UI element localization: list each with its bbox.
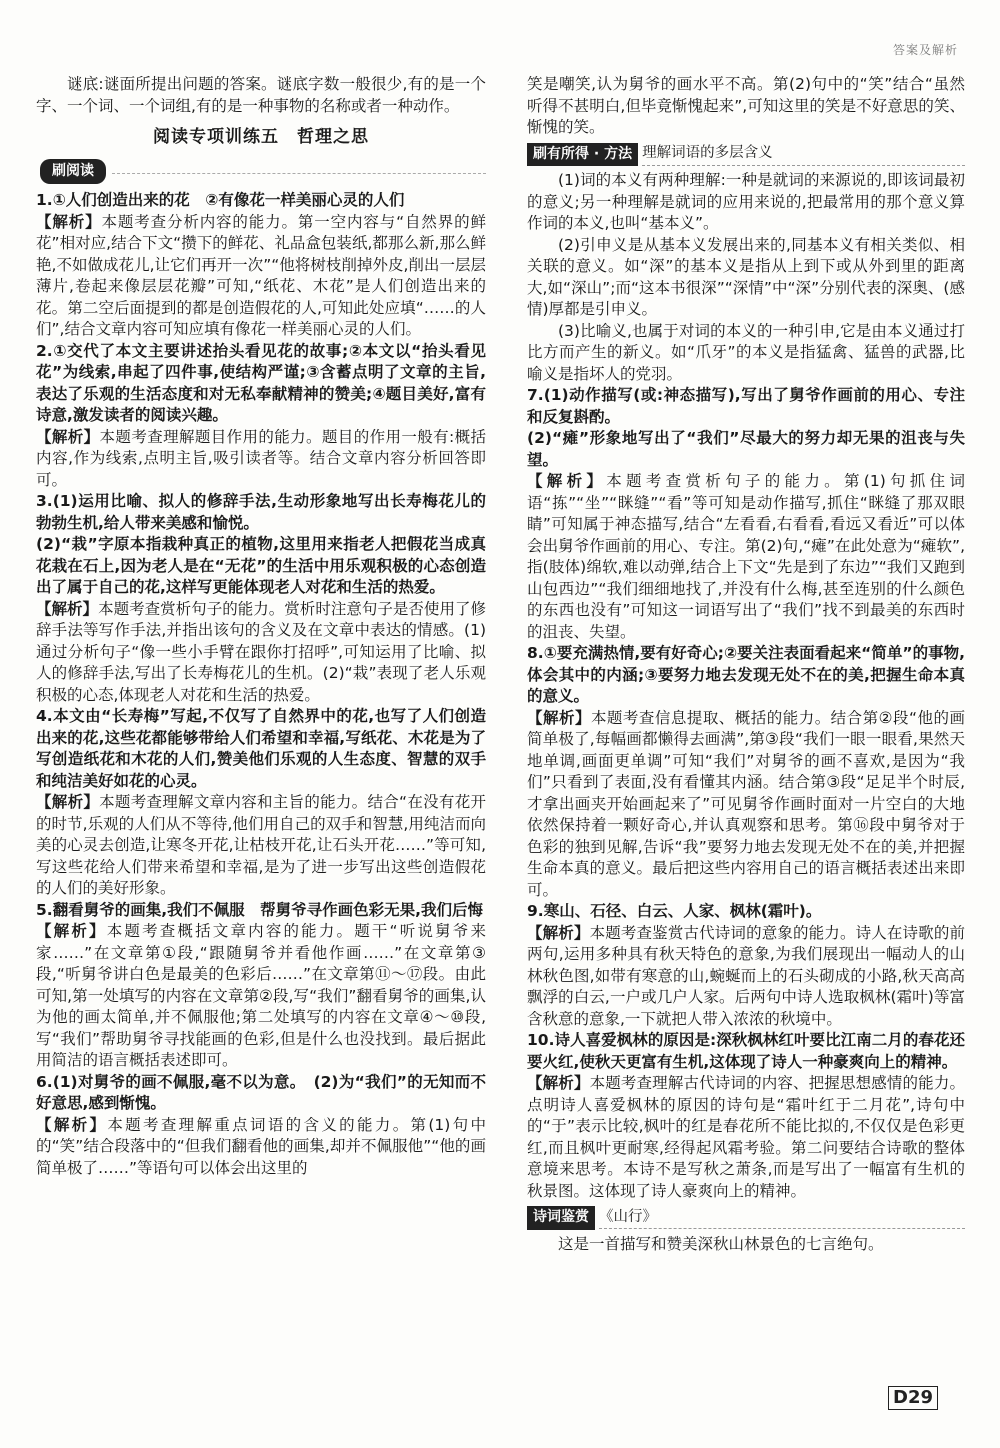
question-9 — [527, 901, 965, 1030]
question-5 — [36, 900, 486, 1072]
q7-label: 【解析】 — [527, 472, 607, 490]
poem-tag: 诗词鉴赏 — [527, 1206, 595, 1230]
badge-divider — [112, 173, 486, 174]
q6-analysis: 本题考查理解重点词语的含义的能力。第(1)句中的“笑”结合段落中的“但我们翻看他的画集,却并不佩服他”“他的画简单极了……”等语句可以体会出这里的 — [36, 1115, 486, 1177]
q1-num: 1. — [36, 191, 53, 209]
question-1 — [36, 190, 486, 341]
q2-analysis: 本题考查理解题目作用的能力。题目的作用一般有:概括内容,作为线索,点明主旨,吸引读者等。结合文章内容分析回答即可。 — [36, 427, 486, 489]
poem-box — [527, 1206, 965, 1255]
q1-answer: ①人们创造出来的花 ②有像花一样美丽心灵的人们 — [52, 191, 405, 209]
right-column — [527, 74, 965, 1255]
q8-answer: ①要充满热情,要有好奇心;②要关注表面看起来“简单”的事物,体会其中的内涵;③要努力地去发现无处不在的美,把握生命本真的意义。 — [527, 644, 965, 705]
question-3 — [36, 491, 486, 706]
q6-num: 6. — [36, 1072, 53, 1091]
method-tag: 刷有所得 · 方法 — [527, 143, 638, 167]
q7-analysis: 本题考查赏析句子的能力。第(1)句抓住词语“拣”“坐”“眯缝”“看”等可知是动作描写,抓住“眯缝了那双眼睛”可知属于神态描写,结合“左看看,右看看,看远又看近”可以体会出舅爷作画前的用心、专注。第(2)句,“瘫”在此处意为“瘫软”,指(肢体)绵软,难以动弹,结合上下文“先是到了东边”“我们又跑到山包西边”“我们细细地找了,并没有什么梅,甚至连别的什么颜色的东西也没有”可知这一词语写出了“我们”找不到最美的东西时的沮丧、失望。 — [527, 472, 965, 641]
question-10 — [527, 1030, 965, 1202]
q6-answer: (1)对舅爷的画不佩服,毫不以为意。 (2)为“我们”的无知而不好意思,感到惭愧。 — [36, 1072, 486, 1112]
q6-label: 【解析】 — [36, 1115, 108, 1134]
intro-paragraph: 谜底:谜面所提出问题的答案。谜底字数一般很少,有的是一个字、一个词、一个词组,有的是一种事物的名称或者一种动作。 — [36, 75, 486, 115]
q5-label: 【解析】 — [36, 922, 107, 940]
q3-answer-2: (2)“栽”字原本指栽种真正的植物,这里用来指老人把假花当成真花栽在石上,因为老人是在“无花”的生活中用乐观积极的心态创造出了属于自己的花,这样写更能体现老人对花和生活的热爱。 — [36, 535, 486, 596]
poem-header — [527, 1206, 965, 1230]
q5-num: 5. — [36, 900, 53, 919]
question-4 — [36, 706, 486, 900]
poem-title: 《山行》 — [599, 1207, 965, 1230]
q10-label: 【解析】 — [527, 1074, 590, 1092]
q6-analysis-continued: 笑是嘲笑,认为舅爷的画水平不高。第(2)句中的“笑”结合“虽然听得不甚明白,但毕竟惭愧起来”,可知这里的笑是不好意思的笑、惭愧的笑。 — [527, 75, 965, 136]
q10-num: 10. — [527, 1031, 555, 1049]
method-title: 理解词语的多层含义 — [642, 143, 965, 166]
q9-num: 9. — [527, 902, 544, 920]
q10-analysis: 本题考查理解古代诗词的内容、把握思想感情的能力。点明诗人喜爱枫林的原因的诗句是“霜叶红于二月花”,诗句中的“于”表示比较,枫叶的红是春花所不能比拟的,不仅仅是色彩更红,而且枫叶更耐寒,经得起风霜考验。第二问要结合诗歌的整体意境来思考。本诗不是写秋之萧条,而是写出了一幅富有生机的秋景图。这体现了诗人豪爽向上的精神。 — [527, 1074, 965, 1200]
q1-label: 【解析】 — [36, 212, 102, 231]
q5-analysis: 本题考查概括文章内容的能力。题干“听说舅爷来家……”在文章第①段,“跟随舅爷并看他作画……”在文章第③段,“听舅爷讲白色是最美的色彩后……”在文章第⑪～⑰段。由此可知,第一处填写的内容在文章第②段,写“我们”翻看舅爷的画集,认为他的画太简单,并不佩服他;第二处填写的内容在文章④～⑩段,写“我们”帮助舅爷寻找能画的色彩,但是什么也没找到。最后据此用简洁的语言概括表述即可。 — [36, 922, 486, 1069]
q8-num: 8. — [527, 644, 544, 662]
read-badge: 刷阅读 — [40, 159, 106, 185]
page-number: D29 — [888, 1386, 938, 1410]
q4-answer: 本文由“长寿梅”写起,不仅写了自然界中的花,也写了人们创造出来的花,这些花都能够带给人们希望和幸福,写纸花、木花是为了写创造纸花和木花的人们,赞美他们乐观的人生态度、智慧的双手和纯洁美好如花的心灵。 — [36, 707, 486, 790]
section-title: 阅读专项训练五 哲理之思 — [153, 127, 369, 147]
q2-answer: ①交代了本文主要讲述抬头看见花的故事;②本文以“抬头看见花”为线索,串起了四件事,使结构严谨;③含蓄点明了文章的主旨,表达了乐观的生活态度和对无私奉献精神的赞美;④题目美好,富有诗意,激发读者的阅读兴趣。 — [36, 341, 486, 424]
q3-answer-1: (1)运用比喻、拟人的修辞手法,生动形象地写出长寿梅花儿的勃勃生机,给人带来美感和愉悦。 — [36, 492, 486, 532]
q9-analysis: 本题考查鉴赏古代诗词的意象的能力。诗人在诗歌的前两句,运用多种具有秋天特色的意象,为我们展现出一幅动人的山林秋色图,如带有寒意的山,蜿蜒而上的石头砌成的小路,秋天高高飘浮的白云,一户或几户人家。后两句中诗人选取枫林(霜叶)等富含秋意的意象,一下就把人带入浓浓的秋境中。 — [527, 923, 965, 1028]
q7-answer-2: (2)“瘫”形象地写出了“我们”尽最大的努力却无果的沮丧与失望。 — [527, 429, 965, 469]
header-tag: 答案及解析 — [892, 43, 958, 57]
q1-analysis: 本题考查分析内容的能力。第一空内容与“自然界的鲜花”相对应,结合下文“攒下的鲜花、礼品盒包装纸,都那么新,那么鲜艳,不如做成花儿,让它们再开一次”“他将树枝削掉外皮,削出一层层薄片,卷起来像层层花瓣”可知,“纸花、木花”是人们创造出来的花。第二空后面提到的都是创造假花的人,可知此处应填“……的人们”,结合文章内容可知应填有像花一样美丽心灵的人们。 — [36, 212, 486, 338]
q8-analysis: 本题考查信息提取、概括的能力。结合第②段“他的画简单极了,每幅画都懒得去画满”,第③段“我们一眼一眼看,果然天地单调,画面更单调”可知“我们”对舅爷的画不喜欢,是因为“我们”只看到了表面,没有看懂其内涵。结合第③段“足足半个时辰,才拿出画夹开始画起来了”可见舅爷作画时面对一片空白的大地依然保持着一颗好奇心,并认真观察和思考。第⑯段中舅爷对于色彩的独到见解,告诉“我”要努力地去发现无处不在的美,并把握生命本真的意义。最后把这些内容用自己的语言概括表述出来即可。 — [527, 708, 965, 899]
q3-label: 【解析】 — [36, 599, 99, 618]
method-p3: (3)比喻义,也属于对词的本义的一种引申,它是由本义通过打比方而产生的新义。如“爪牙”的本义是指猛禽、猛兽的武器,比喻义是指坏人的党羽。 — [527, 321, 965, 383]
method-box — [527, 143, 965, 386]
question-6 — [36, 1072, 486, 1180]
question-2 — [36, 341, 486, 492]
left-column — [36, 74, 486, 1179]
q9-label: 【解析】 — [527, 923, 590, 942]
q9-answer: 寒山、石径、白云、人家、枫林(霜叶)。 — [543, 902, 822, 920]
q5-answer: 翻看舅爷的画集,我们不佩服 帮舅爷寻作画色彩无果,我们后悔 — [52, 900, 483, 919]
q4-label: 【解析】 — [36, 793, 100, 811]
method-header — [527, 143, 965, 167]
question-8 — [527, 643, 965, 901]
q3-num: 3. — [36, 492, 53, 510]
q2-label: 【解析】 — [36, 427, 100, 446]
q10-answer: 诗人喜爱枫林的原因是:深秋枫林红叶要比江南二月的春花还要火红,使秋天更富有生机,这体现了诗人一种豪爽向上的精神。 — [527, 1031, 965, 1071]
q2-num: 2. — [36, 341, 53, 360]
question-7 — [527, 385, 965, 643]
q4-num: 4. — [36, 707, 53, 725]
q4-analysis: 本题考查理解文章内容和主旨的能力。结合“在没有花开的时节,乐观的人们从不等待,他们用自己的双手和智慧,用纯洁而向美的心灵去创造,让寒冬开花,让枯枝开花,让石头开花……”等可知,写这些花给人们带来希望和幸福,是为了进一步写出这些创造假花的人们的美好形象。 — [36, 793, 486, 897]
poem-text: 这是一首描写和赞美深秋山林景色的七言绝句。 — [558, 1234, 884, 1253]
badge-row — [36, 157, 486, 191]
method-p1: (1)词的本义有两种理解:一种是就词的来源说的,即该词最初的意义;另一种理解是就词的应用来说的,把最常用的那个意义算作词的本义,也叫“基本义”。 — [527, 171, 965, 232]
q8-label: 【解析】 — [527, 708, 591, 727]
q3-analysis: 本题考查赏析句子的能力。赏析时注意句子是否使用了修辞手法等写作手法,并指出该句的含义及在文章中表达的情感。(1)通过分析句子“像一些小手臂在跟你打招呼”,可知运用了比喻、拟人的修辞手法,写出了长寿梅花儿的生机。(2)“栽”表现了老人乐观积极的心态,体现老人对花和生活的热爱。 — [36, 599, 486, 704]
q7-num: 7. — [527, 386, 544, 404]
method-p2: (2)引申义是从基本义发展出来的,同基本义有相关类似、相关联的意义。如“深”的基本义是指从上到下或从外到里的距离大,如“深山”;而“这本书很深”“深情”中“深”分别代表的深奥、(感情)厚都是引申义。 — [527, 235, 965, 318]
q7-answer-1: (1)动作描写(或:神态描写),写出了舅爷作画前的用心、专注和反复斟酌。 — [527, 386, 965, 426]
